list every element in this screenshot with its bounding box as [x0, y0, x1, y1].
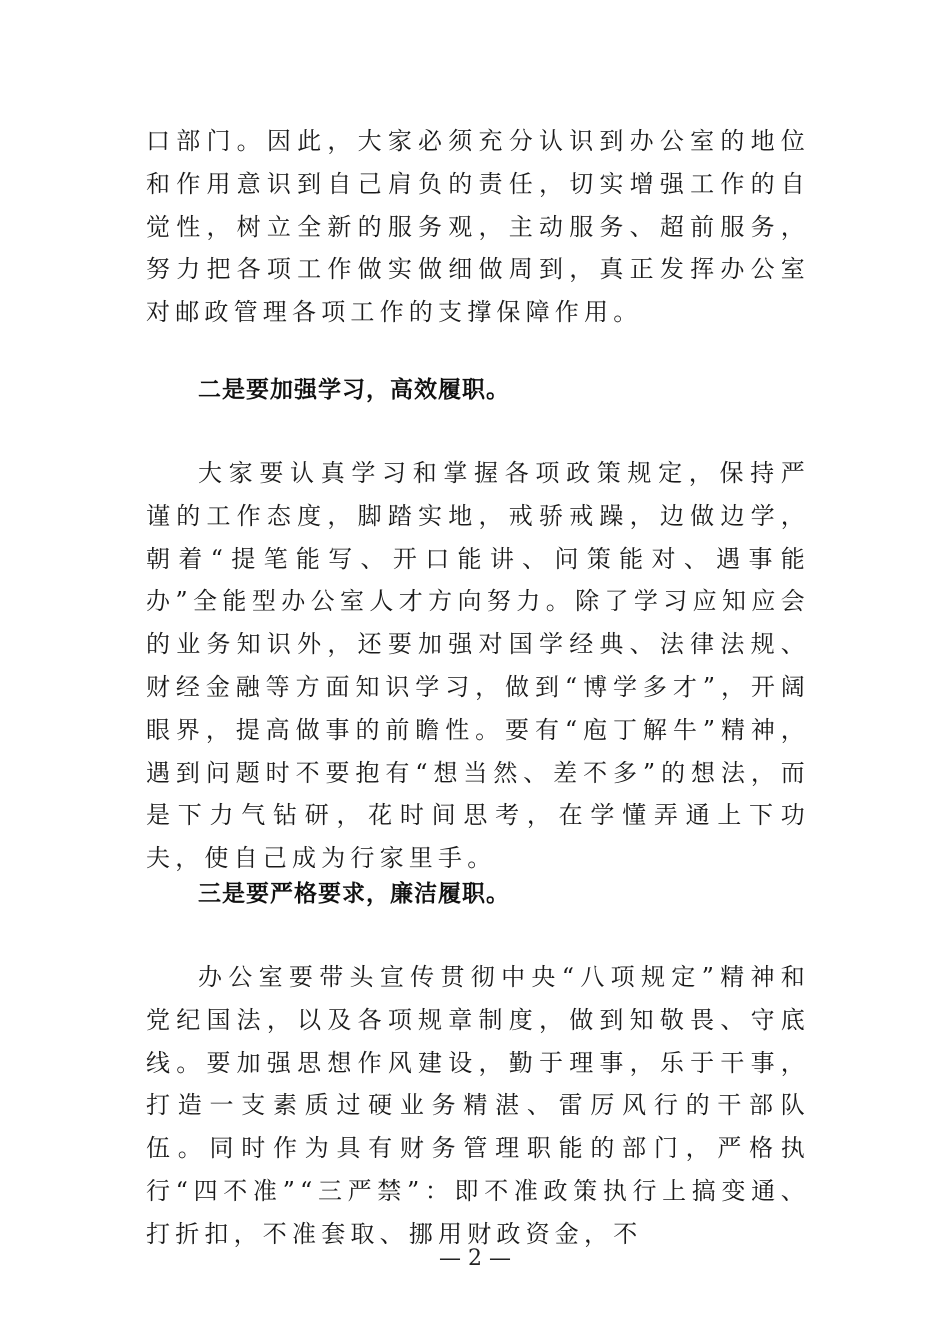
page-number: — 2 — — [439, 1246, 511, 1271]
paragraph-1-block — [146, 120, 810, 334]
paragraph-2: 大家要认真学习和掌握各项政策规定，保持严谨的工作态度，脚踏实地，戒骄戒躁，边做边学，朝着“提笔能写、开口能讲、问策能对、遇事能办”全能型办公室人才方向努力。除了学习应知应会的业务知识外，还要加强对国学经典、法律法规、财经金融等方面知识学习，做到“博学多才”，开阔眼界，提高做事的前瞻性。要有“庖丁解牛”精神，遇到问题时不要抱有“想当然、差不多”的想法，而是下力气钻研，花时间思考，在学懂弄通上下功夫，使自己成为行家里手。 — [146, 459, 810, 873]
section-heading-3: 三是要严格要求，廉洁履职。 — [198, 881, 510, 907]
paragraph-1: 口部门。因此，大家必须充分认识到办公室的地位和作用意识到自己肩负的责任，切实增强工作的自觉性，树立全新的服务观，主动服务、超前服务，努力把各项工作做实做细做周到，真正发挥办公室对邮政管理各项工作的支撑保障作用。 — [146, 127, 810, 327]
section-heading-2: 二是要加强学习，高效履职。 — [198, 377, 510, 403]
paragraph-3-block — [146, 956, 810, 1256]
paragraph-2-block — [146, 452, 810, 880]
paragraph-3: 办公室要带头宣传贯彻中央“八项规定”精神和党纪国法，以及各项规章制度，做到知敬畏、守底线。要加强思想作风建设，勤于理事，乐于干事，打造一支素质过硬业务精湛、雷厉风行的干部队伍。同时作为具有财务管理职能的部门，严格执行“四不准”“三严禁”：即不准政策执行上搞变通、打折扣，不准套取、挪用财政资金，不 — [146, 963, 810, 1248]
